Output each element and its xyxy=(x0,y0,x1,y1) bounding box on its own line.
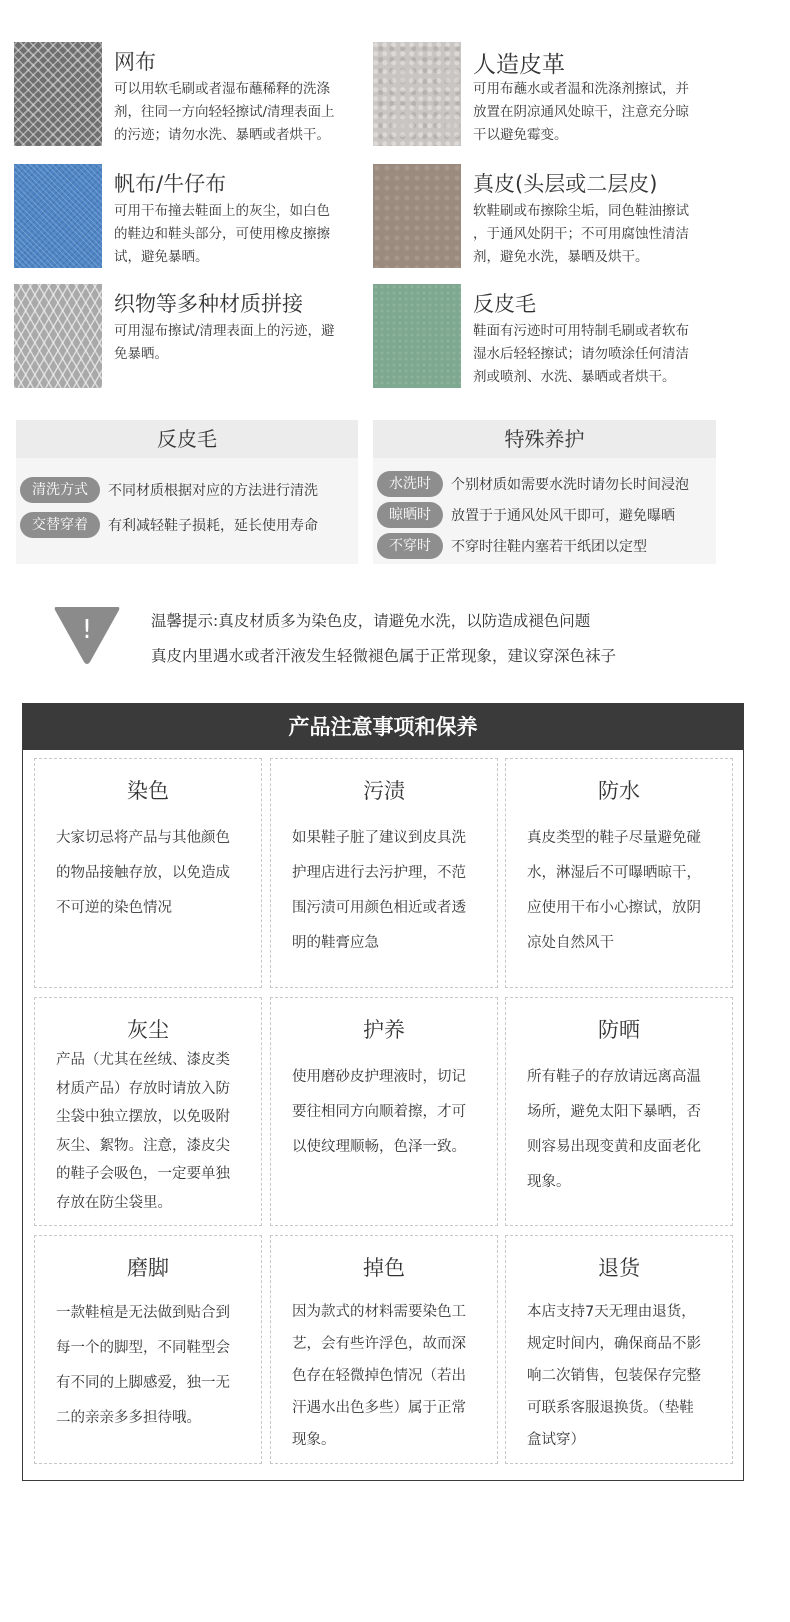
note-body xyxy=(506,821,732,961)
material-suede xyxy=(373,284,725,394)
note-cell-fade xyxy=(270,1235,498,1464)
material-description xyxy=(473,320,727,389)
care-row xyxy=(377,532,647,560)
material-description xyxy=(114,320,368,366)
desc-line: 剂或喷剂、水洗、暴晒或者烘干。 xyxy=(473,369,676,385)
note-body xyxy=(271,1296,497,1456)
note-title: 污渍 xyxy=(363,779,405,803)
note-line: 要往相同方向顺着擦，才可 xyxy=(292,1104,466,1120)
material-description xyxy=(114,78,368,147)
material-description xyxy=(473,200,727,269)
note-line: 本店支持7天无理由退货， xyxy=(527,1304,696,1320)
care-tag: 水洗时 xyxy=(377,471,443,497)
material-title: 帆布/牛仔布 xyxy=(114,172,227,196)
care-tag: 清洗方式 xyxy=(20,477,100,503)
note-body xyxy=(35,821,261,926)
note-line: 可联系客服退换货。（垫鞋 xyxy=(527,1400,694,1416)
fabric-swatch xyxy=(14,284,102,388)
care-row xyxy=(20,511,318,539)
material-canvas-denim xyxy=(14,164,366,274)
desc-line: 剂，避免水洗，暴晒及烘干。 xyxy=(473,249,649,265)
note-title: 磨脚 xyxy=(127,1256,169,1280)
desc-line: 的鞋边和鞋头部分，可使用橡皮擦擦 xyxy=(114,226,330,242)
note-body xyxy=(506,1296,732,1456)
desc-line: ，于通风处阴干；不可用腐蚀性清洁 xyxy=(473,226,689,242)
synthetic-leather-swatch xyxy=(373,42,461,146)
desc-line: 的污迹；请勿水洗、暴晒或者烘干。 xyxy=(114,127,330,143)
note-line: 现象。 xyxy=(527,1174,571,1190)
care-panel-special xyxy=(373,420,716,564)
note-cell-return xyxy=(505,1235,733,1464)
note-line: 艺，会有些许浮色，故而深 xyxy=(292,1336,466,1352)
panel-title: 反皮毛 xyxy=(16,420,358,458)
material-title: 人造皮革 xyxy=(473,52,565,78)
note-cell-waterproof xyxy=(505,758,733,988)
note-body xyxy=(271,1060,497,1165)
desc-line: 鞋面有污迹时可用特制毛刷或者软布 xyxy=(473,323,689,339)
desc-line: 干以避免霉变。 xyxy=(473,127,568,143)
note-line: 场所，避免太阳下暴晒，否 xyxy=(527,1104,701,1120)
desc-line: 湿水后轻轻擦试；请勿喷涂任何清洁 xyxy=(473,346,689,362)
note-body xyxy=(506,1060,732,1200)
note-line: 产品（尤其在丝绒、漆皮类 xyxy=(56,1052,230,1068)
material-title: 反皮毛 xyxy=(473,292,536,316)
note-body xyxy=(35,1046,261,1217)
note-body xyxy=(35,1296,261,1436)
note-line: 材质产品）存放时请放入防 xyxy=(56,1080,230,1097)
note-line: 每一个的脚型，不同鞋型会 xyxy=(56,1340,230,1356)
note-line: 水，淋湿后不可曝晒晾干， xyxy=(527,865,701,881)
note-line: 护理店进行去污护理，不范 xyxy=(292,865,466,881)
note-line: 现象。 xyxy=(292,1432,336,1448)
care-tag: 晾晒时 xyxy=(377,502,443,528)
care-text: 不穿时往鞋内塞若干纸团以定型 xyxy=(451,539,647,555)
desc-line: 可用布蘸水或者温和洗涤剂擦试，并 xyxy=(473,81,689,97)
material-synthetic-leather xyxy=(373,42,725,152)
material-mixed-fabric xyxy=(14,284,366,394)
notes-title: 产品注意事项和保养 xyxy=(23,704,743,750)
desc-line: 软鞋刷或布擦除尘垢，同色鞋油擦试 xyxy=(473,203,689,219)
notes-box xyxy=(22,703,744,1481)
care-text: 有利减轻鞋子损耗，延长使用寿命 xyxy=(108,518,318,534)
care-row xyxy=(377,470,689,498)
note-line: 的鞋子会吸色，一定要单独 xyxy=(56,1166,230,1182)
panel-title: 特殊养护 xyxy=(373,420,716,458)
note-line: 色存在轻微掉色情况（若出 xyxy=(292,1368,466,1384)
note-line: 大家切忌将产品与其他颜色 xyxy=(56,830,230,846)
care-tag: 交替穿着 xyxy=(20,512,100,538)
note-line: 尘袋中独立摆放，以免吸附 xyxy=(56,1109,230,1125)
note-line: 规定时间内，确保商品不影 xyxy=(527,1336,701,1352)
genuine-leather-swatch xyxy=(373,164,461,268)
material-title: 网布 xyxy=(114,50,156,74)
note-line: 如果鞋子脏了建议到皮具洗 xyxy=(292,830,466,846)
note-line: 存放在防尘袋里。 xyxy=(56,1194,172,1211)
note-cell-fit xyxy=(34,1235,262,1464)
care-row xyxy=(20,476,318,504)
note-title: 防水 xyxy=(598,779,640,803)
material-description xyxy=(114,200,368,269)
tip-line-2: 真皮内里遇水或者汗液发生轻微褪色属于正常现象，建议穿深色袜子 xyxy=(151,647,617,665)
note-line: 一款鞋楦是无法做到贴合到 xyxy=(56,1305,230,1321)
desc-line: 可以用软毛刷或者湿布蘸稀释的洗涤 xyxy=(114,81,330,97)
note-line: 不可逆的染色情况 xyxy=(56,900,172,916)
note-title: 防晒 xyxy=(598,1018,640,1042)
note-cell-dust xyxy=(34,997,262,1226)
note-line: 明的鞋膏应急 xyxy=(292,935,379,951)
desc-line: 放置在阴凉通风处晾干，注意充分晾 xyxy=(473,104,689,120)
mesh-swatch xyxy=(14,42,102,146)
note-line: 响二次销售，包装保存完整 xyxy=(527,1368,701,1384)
material-genuine-leather xyxy=(373,164,725,274)
material-description xyxy=(473,78,727,147)
suede-swatch xyxy=(373,284,461,388)
note-line: 灰尘、絮物。注意，漆皮尖 xyxy=(56,1137,230,1154)
note-body xyxy=(271,821,497,961)
care-text: 不同材质根据对应的方法进行清洗 xyxy=(108,483,318,499)
warning-icon xyxy=(52,604,122,666)
note-line: 应使用干布小心擦试，放阴 xyxy=(527,900,701,916)
note-cell-sun xyxy=(505,997,733,1226)
desc-line: 剂，往同一方向轻轻擦试/清理表面上 xyxy=(114,104,335,120)
note-line: 围污渍可用颜色相近或者透 xyxy=(292,900,466,916)
warning-mark: ! xyxy=(81,615,93,645)
note-cell-dye xyxy=(34,758,262,988)
note-line: 则容易出现变黄和皮面老化 xyxy=(527,1139,701,1155)
note-line: 使用磨砂皮护理液时，切记 xyxy=(292,1069,466,1085)
note-cell-maintenance xyxy=(270,997,498,1226)
desc-line: 可用干布撞去鞋面上的灰尘，如白色 xyxy=(114,203,330,219)
note-line: 真皮类型的鞋子尽量避免碰 xyxy=(527,830,701,846)
note-line: 盒试穿） xyxy=(527,1432,585,1448)
note-title: 退货 xyxy=(598,1256,640,1280)
note-title: 护养 xyxy=(363,1018,405,1042)
note-line: 的物品接触存放，以免造成 xyxy=(56,865,230,881)
note-line: 二的亲亲多多担待哦。 xyxy=(56,1410,201,1426)
note-line: 凉处自然风干 xyxy=(527,935,614,951)
note-title: 染色 xyxy=(127,779,169,803)
note-title: 掉色 xyxy=(363,1256,405,1280)
note-line: 以使纹理顺畅，色泽一致。 xyxy=(292,1139,466,1155)
care-tag: 不穿时 xyxy=(377,533,443,559)
note-line: 汗遇水出色多些）属于正常 xyxy=(292,1400,466,1416)
material-mesh xyxy=(14,42,366,152)
care-row xyxy=(377,501,675,529)
desc-line: 试，避免暴晒。 xyxy=(114,249,209,265)
desc-line: 免暴晒。 xyxy=(114,346,168,362)
note-line: 所有鞋子的存放请远离高温 xyxy=(527,1069,701,1085)
denim-swatch xyxy=(14,164,102,268)
desc-line: 可用湿布擦试/清理表面上的污迹，避 xyxy=(114,323,335,339)
care-panel-suede xyxy=(16,420,358,564)
tip-line-1: 温馨提示:真皮材质多为染色皮，请避免水洗，以防造成褪色问题 xyxy=(151,612,591,630)
care-text: 个别材质如需要水洗时请勿长时间浸泡 xyxy=(451,477,689,493)
note-line: 有不同的上脚感爱，独一无 xyxy=(56,1375,230,1391)
material-title: 真皮(头层或二层皮) xyxy=(473,172,658,196)
care-text: 放置于于通风处风干即可，避免曝晒 xyxy=(451,508,675,524)
note-title: 灰尘 xyxy=(127,1018,169,1042)
note-line: 因为款式的材料需要染色工 xyxy=(292,1304,466,1320)
note-cell-stain xyxy=(270,758,498,988)
material-title: 织物等多种材质拼接 xyxy=(114,292,303,316)
